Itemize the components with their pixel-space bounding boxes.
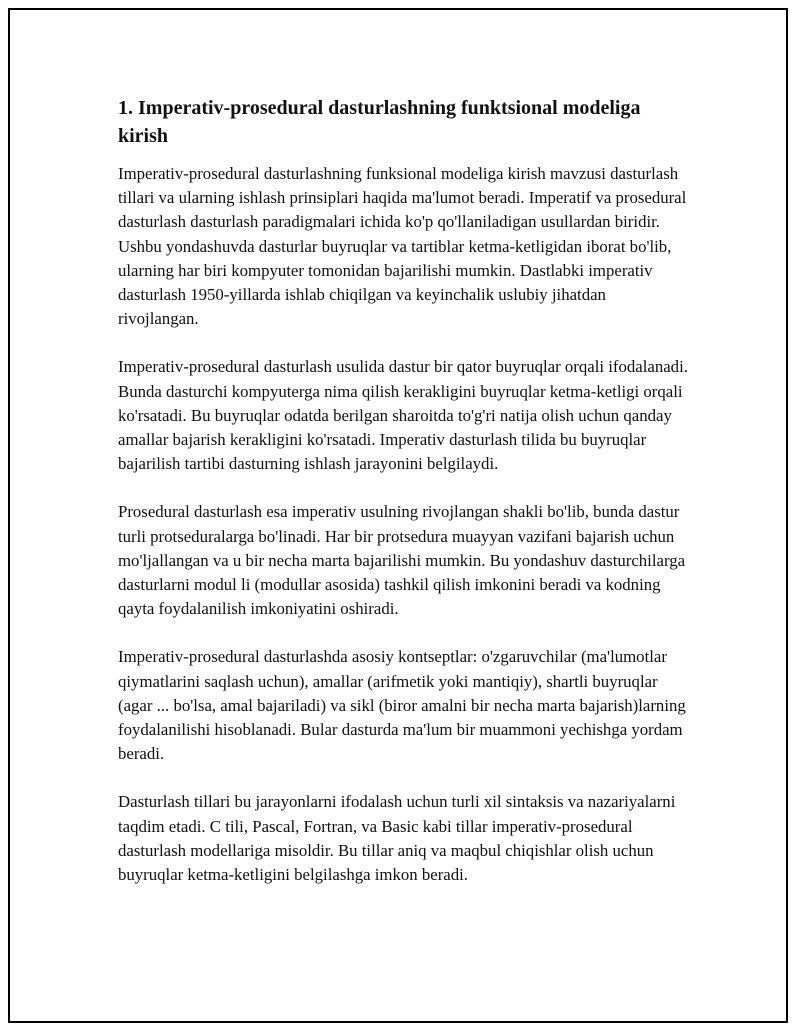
paragraph-concepts: Imperativ-prosedural dasturlashda asosiy kontseptlar: o'zgaruvchilar (ma'lumotlar qiymatlarini saqlash uchun), amallar (arifmetik yoki mantiqiy), shartli buyruqlar (agar ... bo'lsa, amal bajariladi) va sikl (biror amalni bir necha marta bajarish)larning foydalanilishi hisoblanadi. Bular dasturda ma'lum bir muammoni yechishga yordam beradi. bbox=[118, 647, 686, 764]
paragraph-languages: Dasturlash tillari bu jarayonlarni ifodalash uchun turli xil sintaksis va nazariyalarni taqdim etadi. C tili, Pascal, Fortran, va Basic kabi tillar imperativ-prosedural dasturlash modellariga misoldir. Bu tillar aniq va maqbul chiqishlar olish uchun buyruqlar ketma-ketligini belgilashga imkon beradi. bbox=[118, 792, 676, 885]
document-body bbox=[118, 94, 690, 911]
document-title: 1. Imperativ-prosedural dasturlashning funktsional modeliga kirish bbox=[118, 97, 641, 147]
paragraph-imperative: Imperativ-prosedural dasturlash usulida dastur bir qator buyruqlar orqali ifodalanadi. Bunda dasturchi kompyuterga nima qilish kerakligini buyruqlar ketma-ketligi orqali ko'rsatadi. Bu buyruqlar odatda berilgan sharoitda to'g'ri natija olish uchun qanday amallar bajarish kerakligini ko'rsatadi. Imperativ dasturlash tilida bu buyruqlar bajarilish tartibi dasturning ishlash jarayonini belgilaydi. bbox=[118, 357, 688, 474]
paragraph-procedural: Prosedural dasturlash esa imperativ usulning rivojlangan shakli bo'lib, bunda dastur turli protseduralarga bo'linadi. Har bir protsedura muayyan vazifani bajarish uchun mo'ljallangan va u bir necha marta bajarilishi mumkin. Bu yondashuv dasturchilarga dasturlarni modul li (modullar asosida) tashkil qilish imkonini beradi va kodning qayta foydalanilish imkoniyatini oshiradi. bbox=[118, 502, 686, 619]
paragraph-intro: Imperativ-prosedural dasturlashning funksional modeliga kirish mavzusi dasturlash tillari va ularning ishlash prinsiplari haqida ma'lumot beradi. Imperatif va prosedural dasturlash dasturlash paradigmalari ichida ko'p qo'llaniladigan usullardan biridir. Ushbu yondashuvda dasturlar buyruqlar va tartiblar ketma-ketligidan iborat bo'lib, ularning har biri kompyuter tomonidan bajarilishi mumkin. Dastlabki imperativ dasturlash 1950-yillarda ishlab chiqilgan va keyinchalik uslubiy jihatdan rivojlangan. bbox=[118, 164, 687, 329]
